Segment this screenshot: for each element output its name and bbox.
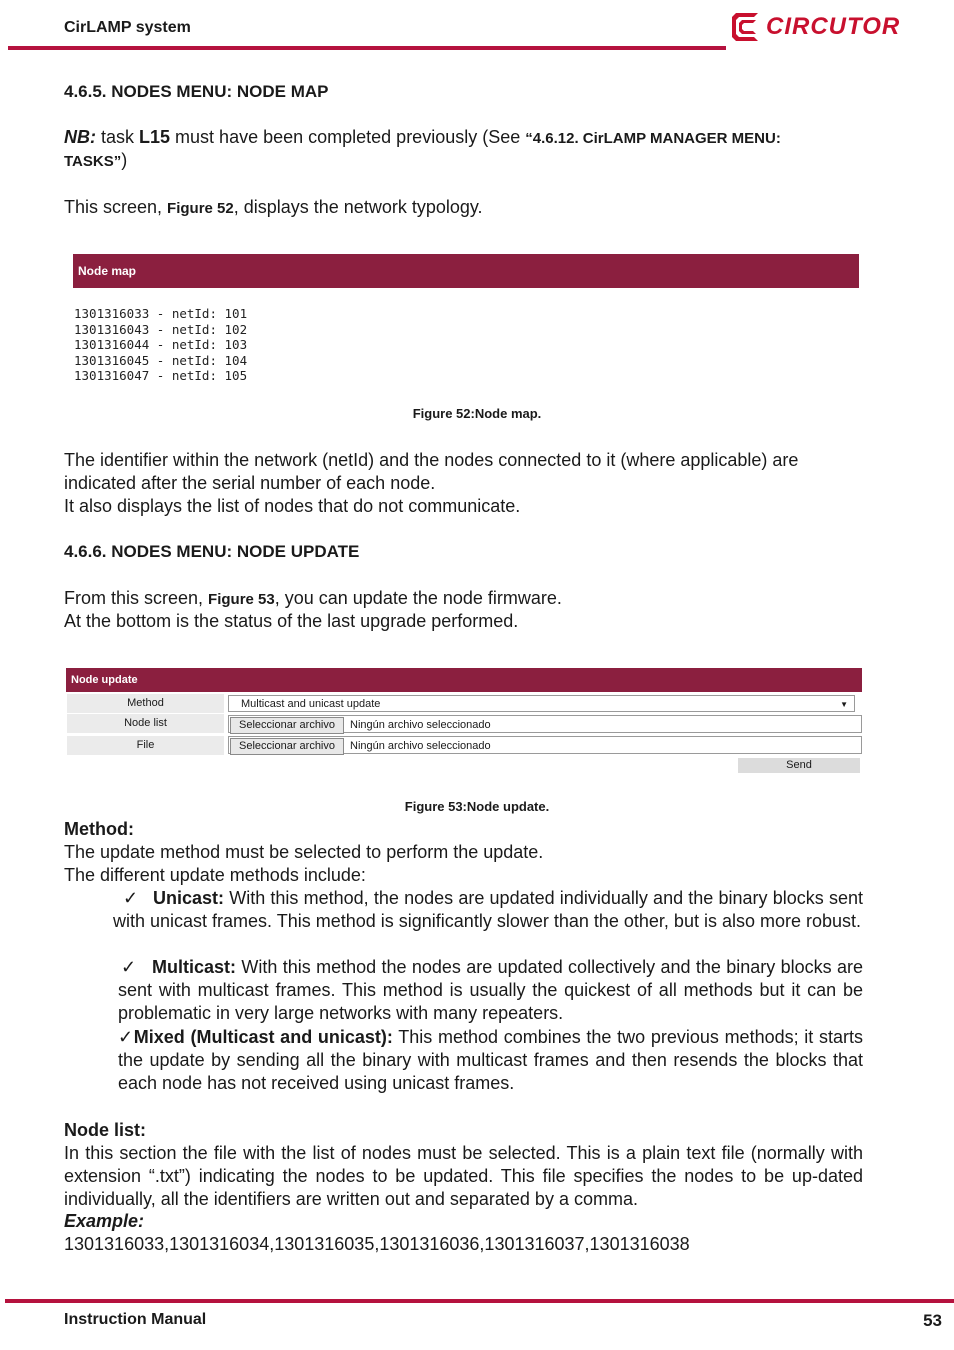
update-intro-text: From this screen,: [64, 588, 209, 608]
method-line: The different update methods include:: [64, 865, 366, 885]
nb-reference: “4.6.12. CirLAMP MANAGER MENU:: [525, 130, 781, 147]
method-item-title: Unicast:: [153, 888, 225, 908]
node-map-line: 1301316045 - netId: 104: [74, 352, 248, 368]
node-map-line: 1301316047 - netId: 105: [74, 368, 248, 383]
file-choose-file-button[interactable]: Seleccionar archivo: [230, 738, 344, 755]
update-status-paragraph: At the bottom is the status of the last upgrade performed.: [64, 611, 519, 631]
nb-label: NB:: [64, 127, 96, 147]
method-item-unicast: [113, 887, 863, 933]
intro-text-2: , displays the network typology.: [233, 197, 483, 217]
node-list-paragraph: In this section the file with the list of nodes must be selected. This is a plain text file (normally with extension “.txt”) indicating the nodes to be updated. This file specifies the nodes to be up-dated individually, all the identifiers are written out and separated by a comma.: [64, 1143, 863, 1209]
figure-53-caption: Figure 53:Node update.: [404, 799, 550, 814]
netid-line: indicated after the serial number of each node.: [64, 473, 436, 493]
node-map-line: 1301316043 - netId: 102: [74, 321, 248, 337]
example-label: Example:: [64, 1211, 145, 1231]
node-map-list: [74, 306, 247, 384]
method-item-title: Multicast:: [152, 957, 237, 977]
node-list-choose-file-button[interactable]: Seleccionar archivo: [230, 717, 344, 734]
file-status: Ningún archivo seleccionado: [350, 740, 491, 752]
intro-text: This screen,: [64, 197, 168, 217]
file-label: File: [67, 736, 224, 755]
node-map-line: 1301316044 - netId: 103: [74, 337, 248, 352]
nb-close: ): [121, 150, 128, 170]
footer-title: Instruction Manual: [64, 1311, 207, 1328]
header-title: CirLAMP system: [64, 19, 191, 36]
page-number: 53: [923, 1311, 942, 1330]
node-map-panel-header: Node map: [73, 254, 859, 288]
method-item-title: Mixed (Multicast and unicast):: [133, 1027, 393, 1047]
section-heading-node-update: 4.6.6. NODES MENU: NODE UPDATE: [64, 542, 360, 561]
nb-paragraph-line2: [64, 149, 127, 173]
node-list-file-input: [228, 715, 862, 733]
nb-paragraph: [64, 126, 864, 150]
method-item-text: With this method the nodes are updated collectively and the binary blocks are sent with multicast frames. This method is usually the quickest of all methods but it can be problematic in very large networks with many repeaters.: [118, 957, 863, 1023]
nb-reference-2: TASKS”: [64, 153, 122, 170]
method-item-multicast: [118, 956, 863, 1025]
check-icon: ✓: [121, 957, 137, 977]
check-icon: ✓: [123, 888, 139, 908]
check-icon: ✓: [118, 1027, 134, 1047]
header-rule: [8, 46, 726, 50]
node-list-file-status: Ningún archivo seleccionado: [350, 719, 491, 731]
method-heading: Method:: [64, 819, 134, 839]
firmware-file-input: [228, 736, 862, 754]
node-update-panel-header: Node update: [66, 668, 862, 692]
netid-line: It also displays the list of nodes that do not communicate.: [64, 496, 521, 516]
netid-line: The identifier within the network (netId) and the nodes connected to it (where applicable) are: [64, 450, 799, 470]
chevron-down-icon: ▼: [840, 700, 848, 709]
screen-intro-paragraph: [64, 196, 483, 220]
update-intro-text-2: , you can update the node firmware.: [274, 588, 562, 608]
method-label: Method: [67, 694, 224, 713]
nb-text-2: must have been completed previously (See: [170, 127, 526, 147]
brand-logo: [730, 10, 900, 44]
section-heading-node-map: 4.6.5. NODES MENU: NODE MAP: [64, 82, 329, 101]
netid-paragraph: [64, 449, 863, 518]
figure-52-caption: Figure 52:Node map.: [412, 406, 542, 421]
method-line: The update method must be selected to perform the update.: [64, 842, 544, 862]
send-button[interactable]: Send: [738, 758, 860, 773]
method-item-text: With this method, the nodes are updated individually and the binary blocks sent with unicast frames. This method is significantly slower than the other, but is also more robust.: [113, 888, 863, 931]
update-intro-paragraph: [64, 587, 562, 611]
footer-rule: [5, 1299, 954, 1303]
example-value: 1301316033,1301316034,1301316035,1301316036,1301316037,1301316038: [64, 1234, 690, 1254]
method-item-mixed: [118, 1026, 863, 1095]
method-item-text: This method combines the two previous methods; it starts the update by sending all the binary with multicast frames and then resends the blocks that each node has not received using unicast frames.: [118, 1027, 863, 1093]
logo-wordmark: CIRCUTOR: [766, 13, 901, 40]
nb-text: task: [96, 127, 140, 147]
nb-task: L15: [139, 127, 171, 147]
figure-ref-53: Figure 53: [208, 591, 275, 608]
method-select[interactable]: [228, 695, 855, 712]
node-list-heading: Node list:: [64, 1120, 147, 1140]
node-map-line: 1301316033 - netId: 101: [74, 306, 248, 321]
node-list-label: Node list: [67, 714, 224, 733]
figure-ref-52: Figure 52: [167, 200, 234, 217]
circutor-logo-icon: [730, 11, 762, 43]
method-select-value: Multicast and unicast update: [241, 698, 381, 710]
